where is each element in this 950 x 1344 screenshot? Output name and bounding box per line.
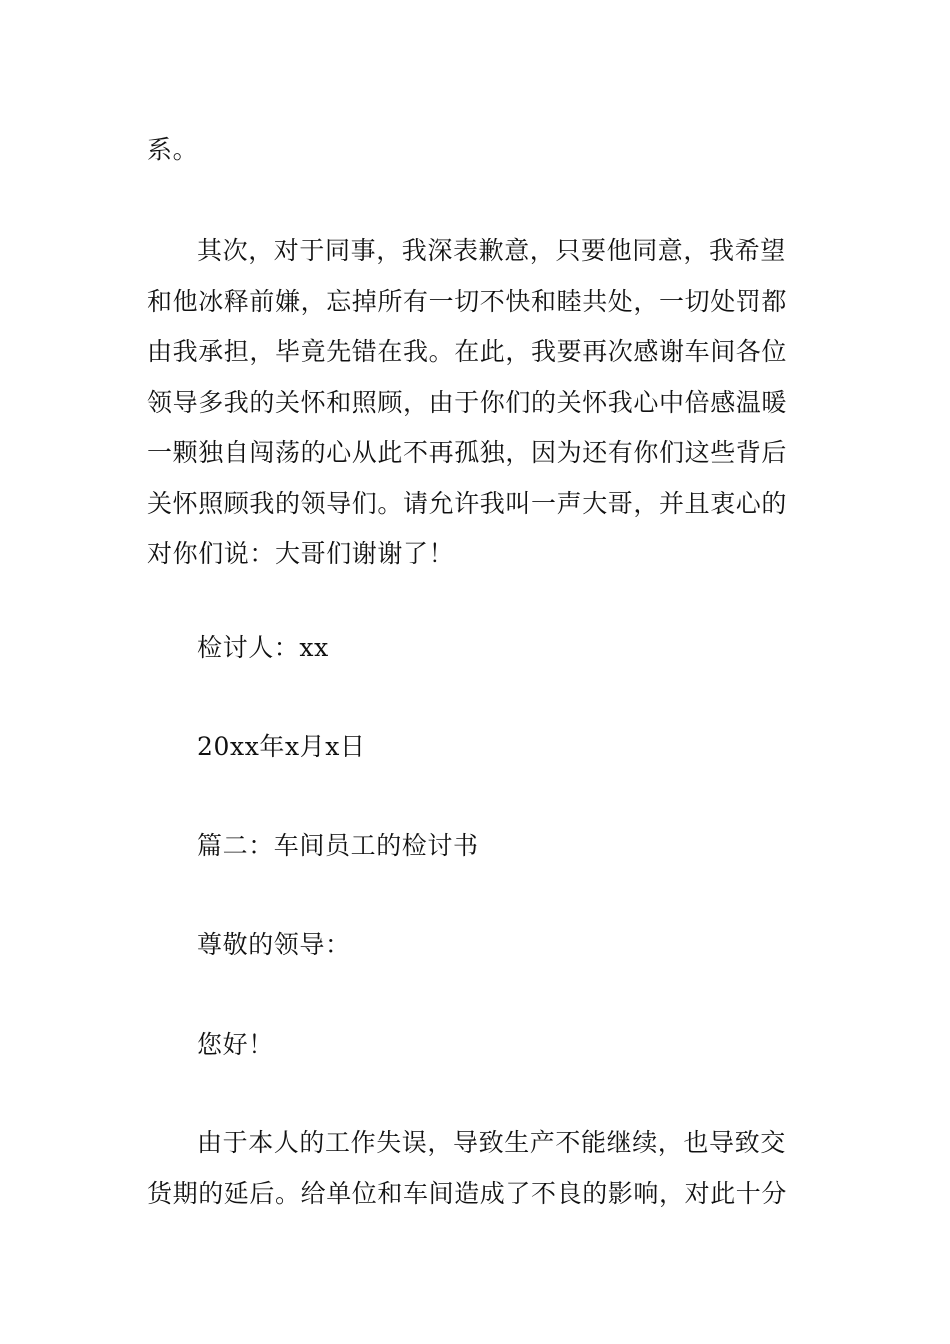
text-line: 和他冰释前嫌，忘掉所有一切不快和睦共处，一切处罚都 <box>147 286 788 316</box>
signature-line <box>147 623 807 674</box>
paragraph-apology <box>147 226 807 580</box>
salutation-text: 尊敬的领导： <box>197 930 351 959</box>
text-line: 领导多我的关怀和照顾，由于你们的关怀我心中倍感温暖 <box>147 387 788 417</box>
greeting <box>147 1020 807 1071</box>
paragraph-mistake <box>147 1118 807 1219</box>
text-line: 由我承担，毕竟先错在我。在此，我要再次感谢车间各位 <box>147 337 788 366</box>
greeting-text: 您好！ <box>197 1030 274 1059</box>
section-title <box>147 821 807 872</box>
text-line: 货期的延后。给单位和车间造成了不良的影响，对此十分 <box>147 1178 788 1208</box>
date-line <box>147 722 807 773</box>
text-line: 系。 <box>147 135 199 164</box>
text-line: 关怀照顾我的领导们。请允许我叫一声大哥，并且衷心的 <box>147 488 788 518</box>
section-title-text: 篇二：车间员工的检讨书 <box>197 831 479 860</box>
text-line: 对你们说：大哥们谢谢了！ <box>147 539 455 568</box>
text-line: 一颗独自闯荡的心从此不再孤独，因为还有你们这些背后 <box>147 438 788 467</box>
text-line: 其次，对于同事，我深表歉意，只要他同意，我希望 <box>197 236 786 265</box>
salutation <box>147 920 807 971</box>
signature-text: 检讨人：xx <box>197 633 329 662</box>
date-text: 20xx年x月x日 <box>197 732 366 761</box>
paragraph-continuation <box>147 125 807 176</box>
text-line: 由于本人的工作失误，导致生产不能继续，也导致交 <box>197 1128 786 1157</box>
